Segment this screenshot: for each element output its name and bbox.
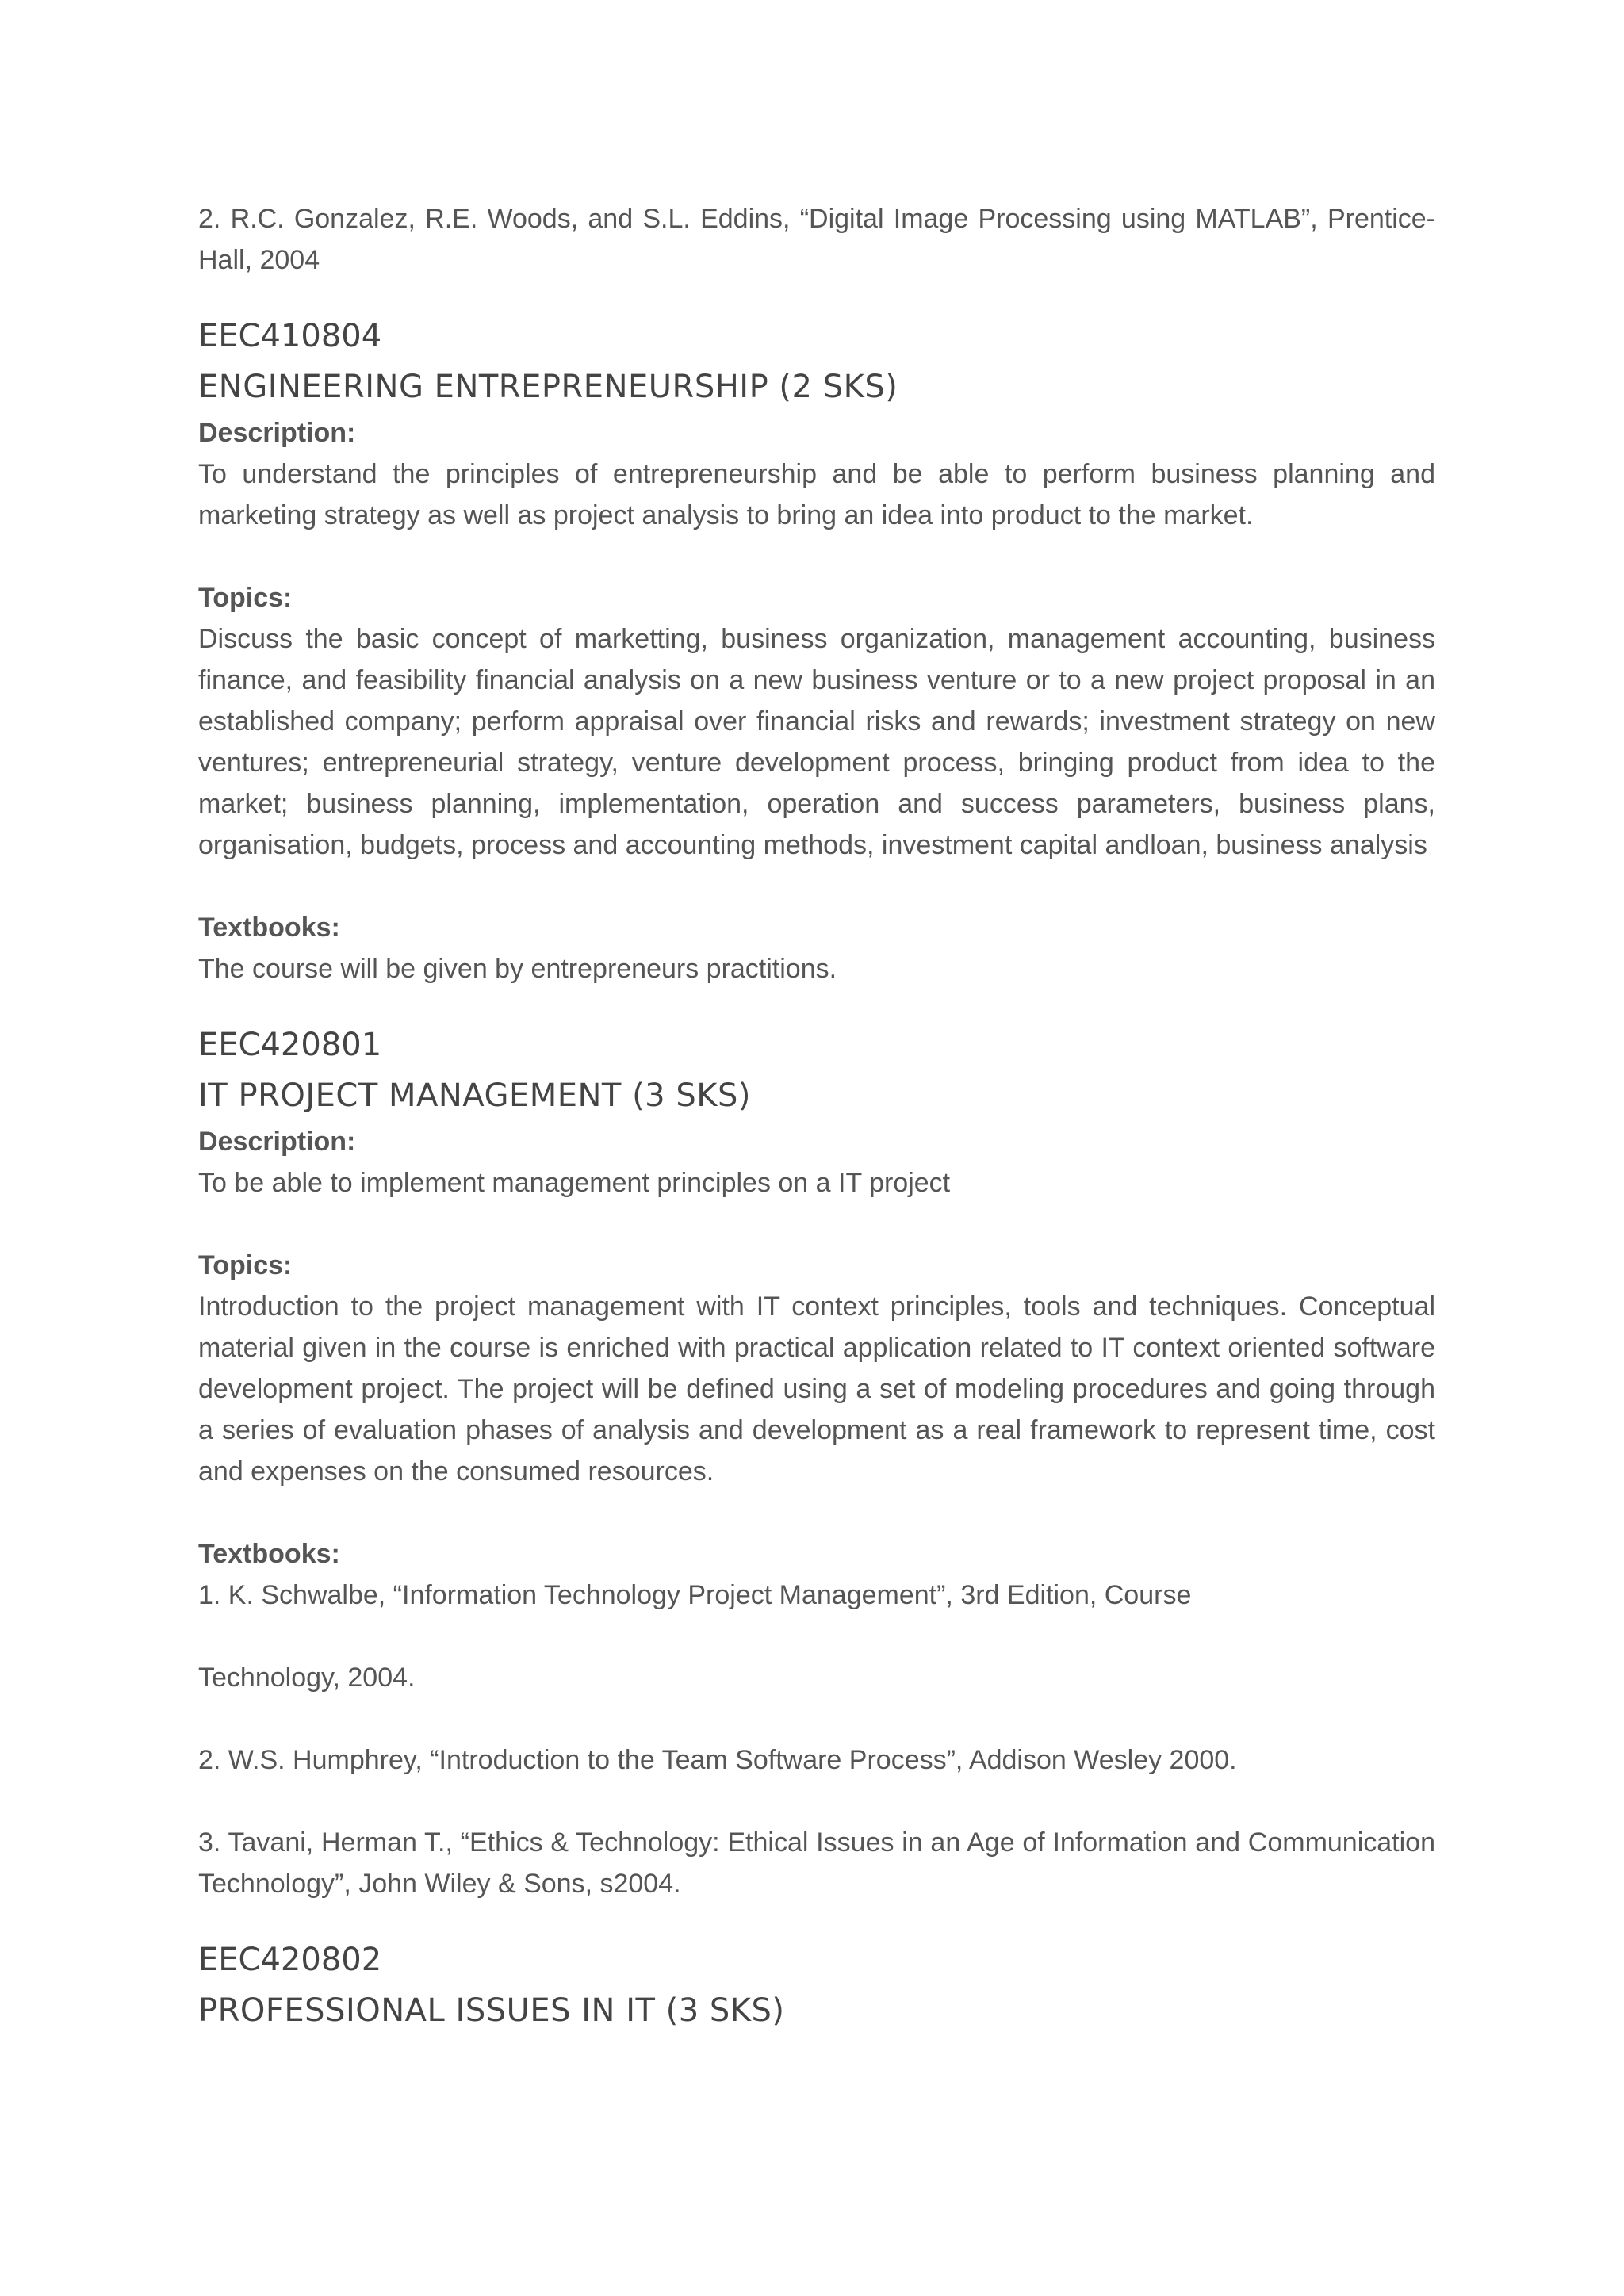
description-label: Description: — [198, 418, 356, 448]
course-code: EEC420801 — [198, 1027, 382, 1063]
course-title: IT PROJECT MANAGEMENT (3 SKS) — [198, 1077, 751, 1114]
textbook-item: 2. W.S. Humphrey, “Introduction to the Team Software Process”, Addison Wesley 2000. — [198, 1745, 1237, 1775]
course-code: EEC420802 — [198, 1942, 382, 1978]
topics-label: Topics: — [198, 1250, 293, 1280]
description-label: Description: — [198, 1127, 356, 1157]
textbook-item: 3. Tavani, Herman T., “Ethics & Technology: Ethical Issues in an Age of Information and Communication Technology”, John Wiley & Sons, s2004. — [198, 1827, 1435, 1899]
textbook-item-continued: Technology, 2004. — [198, 1663, 416, 1693]
topics-label: Topics: — [198, 583, 293, 613]
course-title: ENGINEERING ENTREPRENEURSHIP (2 SKS) — [198, 369, 898, 405]
reference-item: 2. R.C. Gonzalez, R.E. Woods, and S.L. Eddins, “Digital Image Processing using MATLAB”, Prentice-Hall, 2004 — [198, 204, 1435, 275]
course-code: EEC410804 — [198, 318, 382, 354]
course-topics: Discuss the basic concept of marketting, business organization, management accounting, business finance, and feasibility financial analysis on a new business venture or to a new project proposal in an established company; perform appraisal over financial risks and rewards; investment strategy on new ventures; entrepreneurial strategy, venture development process, bringing product from idea to the market; business planning, implementation, operation and success parameters, business plans, organisation, budgets, process and accounting methods, investment capital andloan, business analysis — [198, 624, 1435, 860]
course-description: To be able to implement management principles on a IT project — [198, 1168, 951, 1198]
textbook-item: 1. K. Schwalbe, “Information Technology Project Management”, 3rd Edition, Course — [198, 1580, 1192, 1610]
textbook-item: The course will be given by entrepreneurs practitions. — [198, 954, 837, 984]
textbooks-label: Textbooks: — [198, 1539, 340, 1569]
course-title: PROFESSIONAL ISSUES IN IT (3 SKS) — [198, 1992, 785, 2029]
textbooks-label: Textbooks: — [198, 913, 340, 943]
course-description: To understand the principles of entrepreneurship and be able to perform business planning and marketing strategy as well as project analysis to bring an idea into product to the market. — [198, 459, 1435, 530]
document-page — [198, 198, 1435, 2036]
course-topics: Introduction to the project management with IT context principles, tools and techniques. Conceptual material given in the course is enriched with practical application related to IT context oriented software development project. The project will be defined using a set of modeling procedures and going through a series of evaluation phases of analysis and development as a real framework to represent time, cost and expenses on the consumed resources. — [198, 1292, 1435, 1487]
